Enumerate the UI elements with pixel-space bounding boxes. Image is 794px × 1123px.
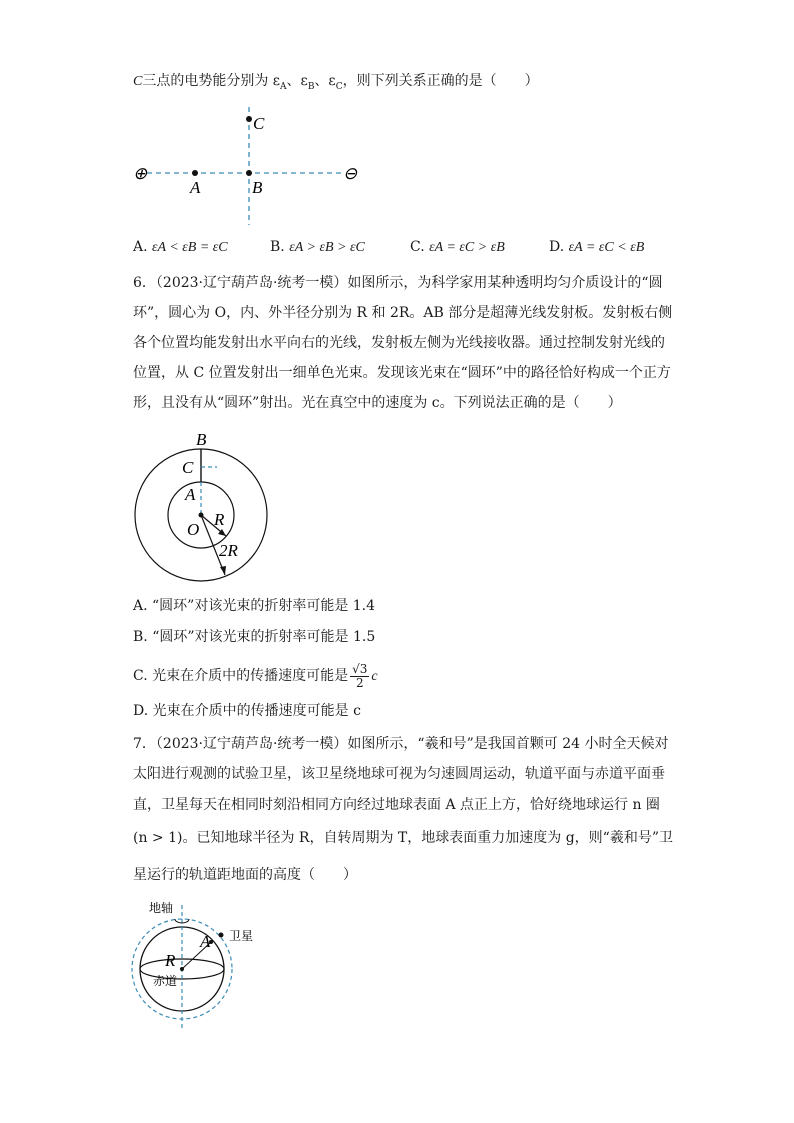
q5-stem-sub-c: C [335,81,343,92]
q5-option-a-text: εA < εB = εC [152,240,228,255]
fraction-numerator: √3 [352,661,368,676]
q5-stem-sep2: 、ε [314,73,336,89]
q5-option-c-text: εA = εC > εB [429,240,505,255]
q7-figure [125,897,265,1032]
q5-option-a-key: A. [133,239,148,255]
q6-option-c-key: C. [133,668,148,684]
label-b: B [252,178,263,197]
q6-stem-line-4: 位置，从 C 位置发射出一细单色光束。发现该光束在“圆环”中的路径恰好构成一个正方 [133,365,671,381]
q5-option-d[interactable] [549,237,644,258]
q7-stem-line-1: 7．（2023·辽宁葫芦岛·统考一模）如图所示，“羲和号”是我国首颗可 24 小时全天候对 [133,736,669,752]
q5-stem-main: 三点的电势能分别为 ε [142,73,281,89]
q6-option-c-tail: c [371,669,378,684]
label-a: A [185,485,196,504]
q5-option-b-key: B. [270,239,285,255]
q6-figure [125,425,280,587]
q5-option-a[interactable] [133,237,228,258]
point-b-dot [246,170,252,176]
q5-option-c-key: C. [410,239,425,255]
point-a-dot [192,170,198,176]
label-r: R [165,951,176,970]
label-c: C [253,114,265,133]
q5-stem-sep1: 、ε [286,73,308,89]
label-a: A [190,178,201,197]
satellite-dot [219,933,224,938]
q6-stem-line-2: 环”，圆心为 O，内、外半径分别为 R 和 2R。AB 部分是超薄光线发射板。发射板右侧 [133,305,673,321]
q5-stem-sub-a: A [280,81,287,92]
label-c: C [182,458,194,477]
q6-option-a[interactable] [133,596,375,616]
q7-stem-line-2: 太阳进行观测的试验卫星，该卫星绕地球可视为匀速圆周运动，轨道平面与赤道平面垂 [133,766,665,782]
center-dot [180,967,184,971]
q6-option-b-text: “圆环”对该光束的折射率可能是 1.5 [152,629,376,645]
equator-label: 赤道 [153,974,178,988]
label-b: B [196,430,207,449]
q5-stem [133,71,539,97]
radius-2r-arrowhead [220,566,226,575]
axis-label: 地轴 [149,901,174,915]
q5-stem-sub-b: B [307,81,315,92]
q7-stem-line-5: 星运行的轨道距地面的高度（ ） [133,867,357,883]
q5-option-b-text: εA > εB > εC [289,240,365,255]
q6-stem-line-5: 形，且没有从“圆环”射出。光在真空中的速度为 c。下列说法正确的是（ ） [133,395,622,411]
q6-stem-line-3: 各个位置均能发射出水平向右的光线，发射板左侧为光线接收器。通过控制发射光线的 [133,335,665,351]
satellite-label: 卫星 [229,929,254,943]
label-r: R [214,510,225,529]
label-2r: 2R [219,541,238,560]
q5-stem-prefix: C [133,74,143,89]
q7-stem-line-4: (n > 1)。已知地球半径为 R，自转周期为 T，地球表面重力加速度为 g，则“羲和号”卫 [133,830,673,846]
label-o: O [187,520,200,539]
q5-stem-tail: ，则下列关系正确的是（ ） [342,73,539,89]
q6-option-b[interactable] [133,627,375,647]
fraction-denominator: 2 [355,675,364,690]
q5-option-b[interactable] [270,237,365,258]
q5-figure [125,105,375,230]
minus-charge-icon: ⊖ [343,164,358,183]
q6-option-c[interactable] [133,662,378,691]
q6-option-d-key: D. [133,703,149,719]
q6-option-a-key: A. [133,598,148,614]
q6-stem-line-1: 6．（2023·辽宁葫芦岛·统考一模）如图所示，为科学家用某种透明均匀介质设计的“圆 [133,275,663,291]
q6-option-d-text: 光束在介质中的传播速度可能是 c [152,703,361,719]
point-c-dot [246,116,252,122]
q6-option-c-text: 光束在介质中的传播速度可能是 [152,668,349,684]
q6-option-a-text: “圆环”对该光束的折射率可能是 1.4 [152,598,376,614]
q6-option-c-fraction [350,663,369,690]
q7-stem-line-3: 直，卫星每天在相同时刻沿相同方向经过地球表面 A 点正上方，恰好绕地球运行 n 圈 [133,797,660,813]
plus-charge-icon: ⊕ [133,164,148,183]
q5-option-c[interactable] [410,237,505,258]
q5-option-d-key: D. [549,239,565,255]
q6-option-d[interactable] [133,701,361,721]
q5-option-d-text: εA = εC < εB [568,240,645,255]
q6-option-b-key: B. [133,629,148,645]
label-a: A [200,932,211,951]
